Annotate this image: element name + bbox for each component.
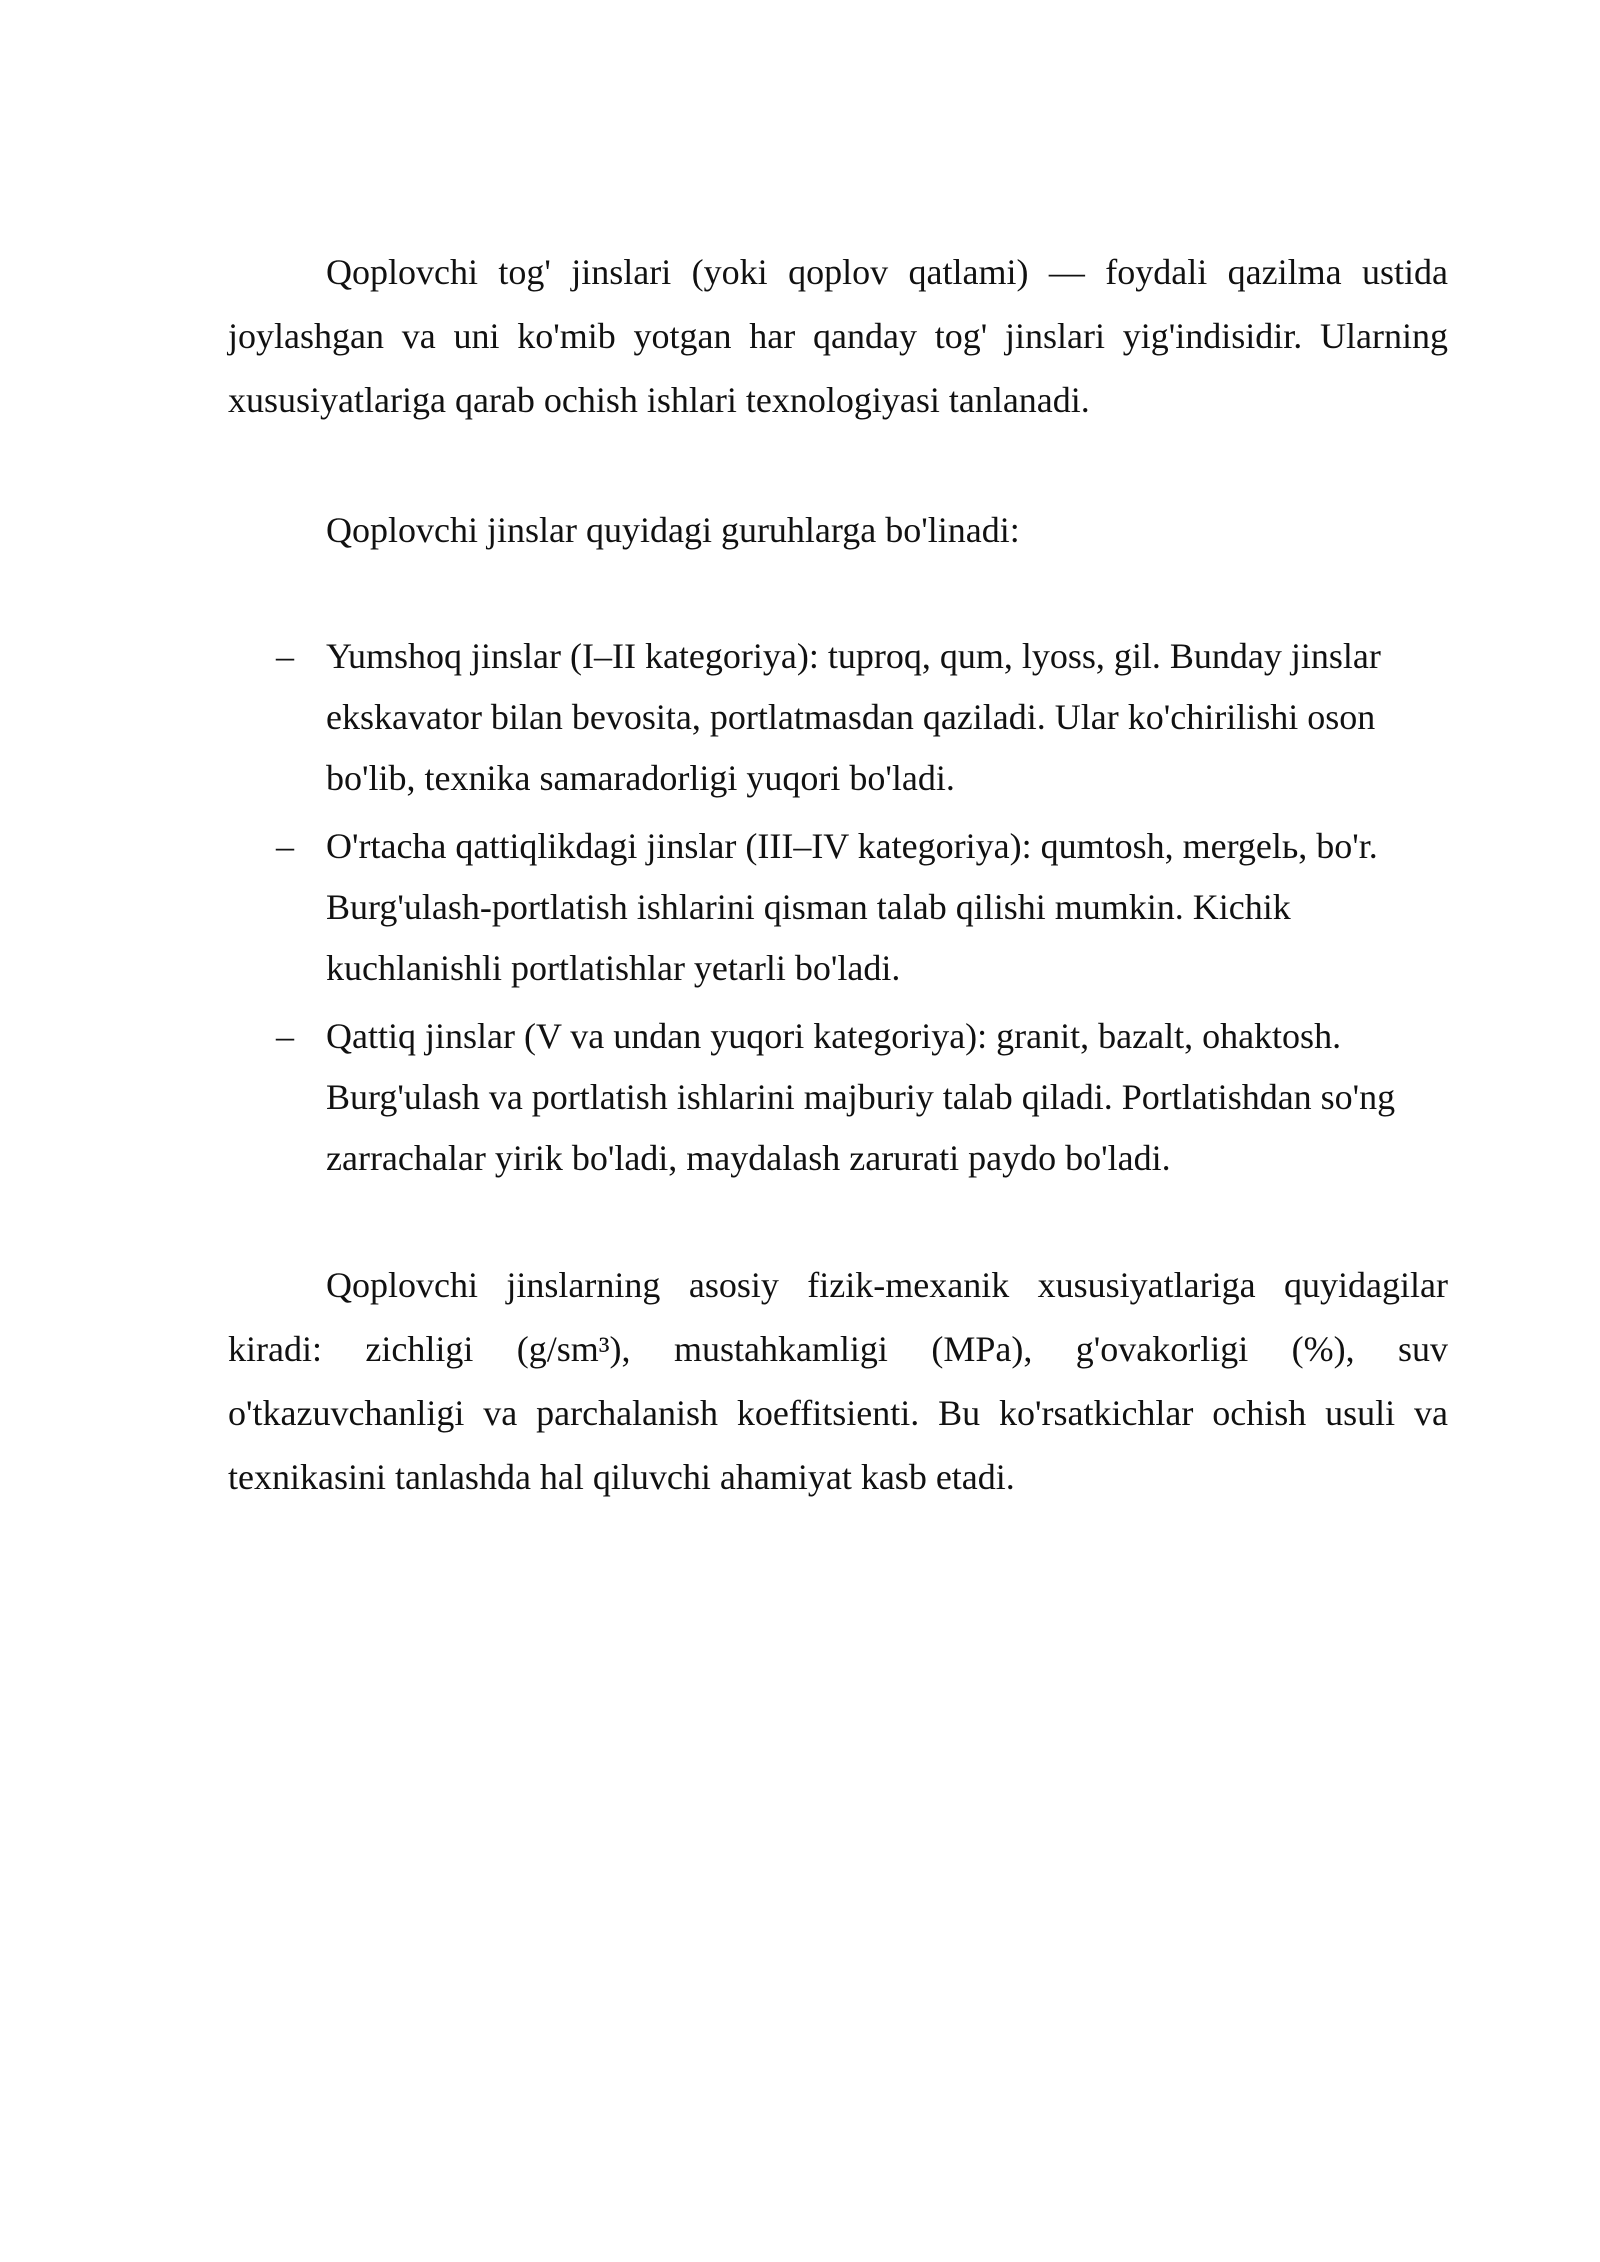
list-item [228,1006,1448,1189]
list-item-text: O'rtacha qattiqlikdagi jinslar (III–IV kategoriya): qumtosh, mergelь, bo'r. Burg'ulash-portlatish ishlarini qisman talab qilishi mumkin. Kichik kuchlanishli portlatishlar yetarli bo'ladi. [326,826,1378,988]
rock-groups-list [228,626,1448,1189]
list-dash-marker: – [276,1016,294,1056]
list-item-text: Qattiq jinslar (V va undan yuqori kategoriya): granit, bazalt, ohaktosh. Burg'ulash va portlatish ishlarini majburiy talab qiladi. Portlatishdan so'ng zarrachalar yirik bo'ladi, maydalash zarurati paydo bo'ladi. [326,1016,1396,1178]
document-page [228,240,1448,1509]
list-item [228,626,1448,809]
groups-lead-paragraph: Qoplovchi jinslar quyidagi guruhlarga bo'linadi: [326,510,1020,550]
intro-paragraph: Qoplovchi tog' jinslari (yoki qoplov qatlami) — foydali qazilma ustida joylashgan va uni ko'mib yotgan har qanday tog' jinslari yig'indisidir. Ularning xususiyatlariga qarab ochish ishlari texnologiyasi tanlanadi. [228,252,1448,420]
list-item-text: Yumshoq jinslar (I–II kategoriya): tuproq, qum, lyoss, gil. Bunday jinslar ekskavator bilan bevosita, portlatmasdan qaziladi. Ular ko'chirilishi oson bo'lib, texnika samaradorligi yuqori bo'ladi. [326,636,1381,798]
list-item [228,816,1448,999]
list-dash-marker: – [276,636,294,676]
list-dash-marker: – [276,826,294,866]
conclusion-paragraph: Qoplovchi jinslarning asosiy fizik-mexanik xususiyatlariga quyidagilar kiradi: zichligi (g/sm³), mustahkamligi (MPa), g'ovakorligi (%), suv o'tkazuvchanligi va parchalanish koeffitsienti. Bu ko'rsatkichlar ochish usuli va texnikasini tanlashda hal qiluvchi ahamiyat kasb etadi. [228,1265,1448,1497]
